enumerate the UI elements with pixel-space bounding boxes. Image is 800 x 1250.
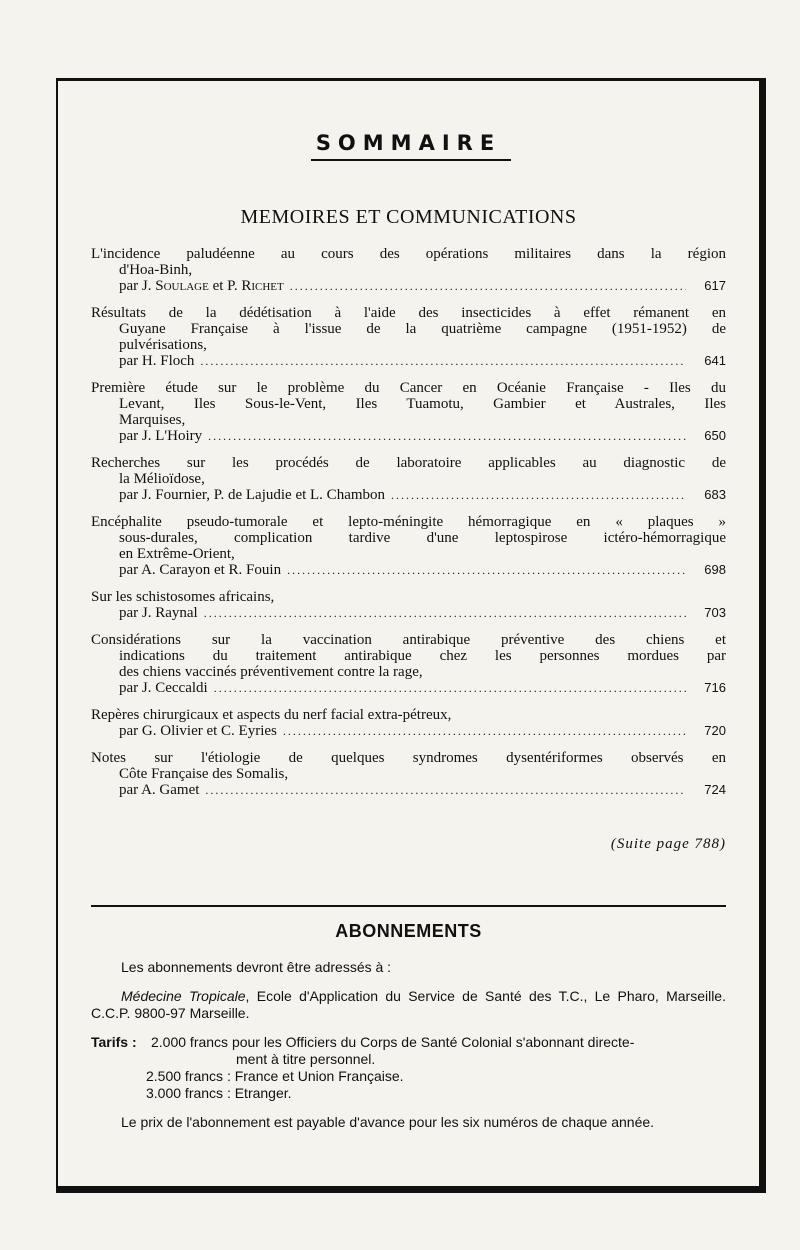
toc-entry-title-line: Résultats de la dédétisation à l'aide des insecticides à effet rémanent en	[91, 305, 726, 321]
toc-entry-title-line: Côte Française des Somalis,	[119, 766, 289, 782]
toc-entry-byline	[91, 353, 726, 369]
toc-entry-title-line: d'Hoa-Binh,	[119, 262, 193, 278]
toc-entry-authors	[119, 278, 284, 294]
toc-entry-page-number: 683	[704, 487, 726, 502]
toc-entry-title-line: Sur les schistosomes africains,	[91, 589, 275, 605]
toc-entry-title-line: Marquises,	[119, 412, 186, 428]
toc-entry-byline	[91, 278, 726, 294]
toc-entry	[91, 750, 726, 798]
toc-entry-page-number: 641	[704, 353, 726, 368]
tarif-1-cont: ment à titre personnel.	[236, 1051, 376, 1067]
toc-entry-title-line: Repères chirurgicaux et aspects du nerf facial extra-pétreux,	[91, 707, 452, 723]
toc-entry-leader-dots	[208, 428, 686, 444]
toc-entry-byline	[91, 605, 726, 621]
toc-entry-page-number: 698	[704, 562, 726, 577]
toc-entry-authors: par J. L'Hoiry	[119, 428, 203, 444]
toc-entry-leader-dots	[283, 723, 686, 739]
toc-entry-title-line: pulvérisations,	[119, 337, 207, 353]
table-of-contents	[91, 246, 726, 809]
toc-entry-title-line: Première étude sur le problème du Cancer en Océanie Française - Iles du	[91, 380, 726, 396]
toc-entry-leader-dots	[204, 605, 686, 621]
toc-entry-author-part: Soulage	[155, 278, 209, 294]
toc-entry-title-line: Encéphalite pseudo-tumorale et lepto-méningite hémorragique en « plaques »	[91, 514, 726, 530]
toc-entry-leader-dots	[287, 562, 686, 578]
toc-entry-title-line: la Mélioïdose,	[119, 471, 205, 487]
toc-entry-byline	[91, 723, 726, 739]
toc-entry-page-number: 716	[704, 680, 726, 695]
page-frame	[56, 78, 766, 1193]
abonnements-note: Le prix de l'abonnement est payable d'avance pour les six numéros de chaque année.	[121, 1114, 655, 1130]
toc-entry-leader-dots	[391, 487, 686, 503]
toc-entry	[91, 455, 726, 503]
toc-entry-authors: par J. Fournier, P. de Lajudie et L. Chambon	[119, 487, 386, 503]
toc-entry-title-line: Notes sur l'étiologie de quelques syndromes dysentériformes observés en	[91, 750, 726, 766]
abonnements-body	[91, 959, 726, 1131]
toc-entry-title-line: Recherches sur les procédés de laboratoire applicables au diagnostic de	[91, 455, 726, 471]
toc-entry-authors: par J. Ceccaldi	[119, 680, 208, 696]
toc-entry-author-part: par J.	[119, 278, 156, 294]
toc-entry-page-number: 617	[704, 278, 726, 293]
address-text: , Ecole d'Application du Service de Santé des T.C., Le Pharo, Marseille. C.C.P. 9800-97 Marseille.	[91, 988, 726, 1021]
toc-entry	[91, 707, 726, 739]
toc-entry-title-line: en Extrême-Orient,	[119, 546, 235, 562]
toc-entry-byline	[91, 562, 726, 578]
toc-entry	[91, 589, 726, 621]
toc-entry-title-line: Levant, Iles Sous-le-Vent, Iles Tuamotu, Gambier et Australes, Iles	[119, 396, 726, 412]
toc-entry-title-line: Guyane Française à l'issue de la quatrième campagne (1951-1952) de	[119, 321, 726, 337]
tarif-3: 3.000 francs : Etranger.	[146, 1085, 292, 1101]
tarif-1: 2.000 francs pour les Officiers du Corps de Santé Colonial s'abonnant directe-	[151, 1034, 635, 1050]
sommaire-rule	[311, 159, 511, 161]
section-divider	[91, 905, 726, 907]
suite-note: (Suite page 788)	[610, 836, 726, 852]
toc-entry-authors: par A. Carayon et R. Fouin	[119, 562, 282, 578]
toc-entry-leader-dots	[290, 278, 686, 294]
toc-entry-page-number: 650	[704, 428, 726, 443]
toc-entry	[91, 305, 726, 369]
toc-entry-author-part: Richet	[241, 278, 284, 294]
toc-entry-authors: par H. Floch	[119, 353, 195, 369]
tarif-line-1	[91, 1034, 726, 1051]
toc-entry	[91, 380, 726, 444]
section-title: MEMOIRES ET COMMUNICATIONS	[240, 206, 577, 228]
toc-entry-title-line: indications du traitement antirabique chez les personnes mordues par	[119, 648, 726, 664]
journal-name: Médecine Tropicale	[121, 988, 246, 1004]
toc-entry-title-line: Considérations sur la vaccination antirabique préventive des chiens et	[91, 632, 726, 648]
toc-entry-leader-dots	[205, 782, 686, 798]
toc-entry-authors: par G. Olivier et C. Eyries	[119, 723, 277, 739]
toc-entry-author-part: et P.	[208, 278, 242, 294]
abonnements-address	[91, 988, 726, 1022]
toc-entry-leader-dots	[214, 680, 686, 696]
tarifs-label: Tarifs :	[91, 1034, 137, 1050]
toc-entry-title-line: sous-durales, complication tardive d'une leptospirose ictéro-hémorragique	[119, 530, 726, 546]
toc-entry-page-number: 724	[704, 782, 726, 797]
sommaire-heading: SOMMAIRE	[315, 131, 502, 155]
tarif-2: 2.500 francs : France et Union Française.	[146, 1068, 404, 1084]
toc-entry-page-number: 703	[704, 605, 726, 620]
toc-entry-leader-dots	[200, 353, 686, 369]
toc-entry-title-line: des chiens vaccinés préventivement contre la rage,	[119, 664, 423, 680]
toc-entry-authors: par J. Raynal	[119, 605, 198, 621]
toc-entry-byline	[91, 487, 726, 503]
abonnements-title: ABONNEMENTS	[335, 921, 482, 941]
abonnements-intro: Les abonnements devront être adressés à :	[121, 959, 392, 975]
toc-entry-title-line: L'incidence paludéenne au cours des opérations militaires dans la région	[91, 246, 726, 262]
toc-entry	[91, 632, 726, 696]
toc-entry-byline	[91, 428, 726, 444]
toc-entry	[91, 514, 726, 578]
toc-entry-page-number: 720	[704, 723, 726, 738]
toc-entry-authors: par A. Gamet	[119, 782, 200, 798]
toc-entry-byline	[91, 680, 726, 696]
toc-entry	[91, 246, 726, 294]
toc-entry-byline	[91, 782, 726, 798]
